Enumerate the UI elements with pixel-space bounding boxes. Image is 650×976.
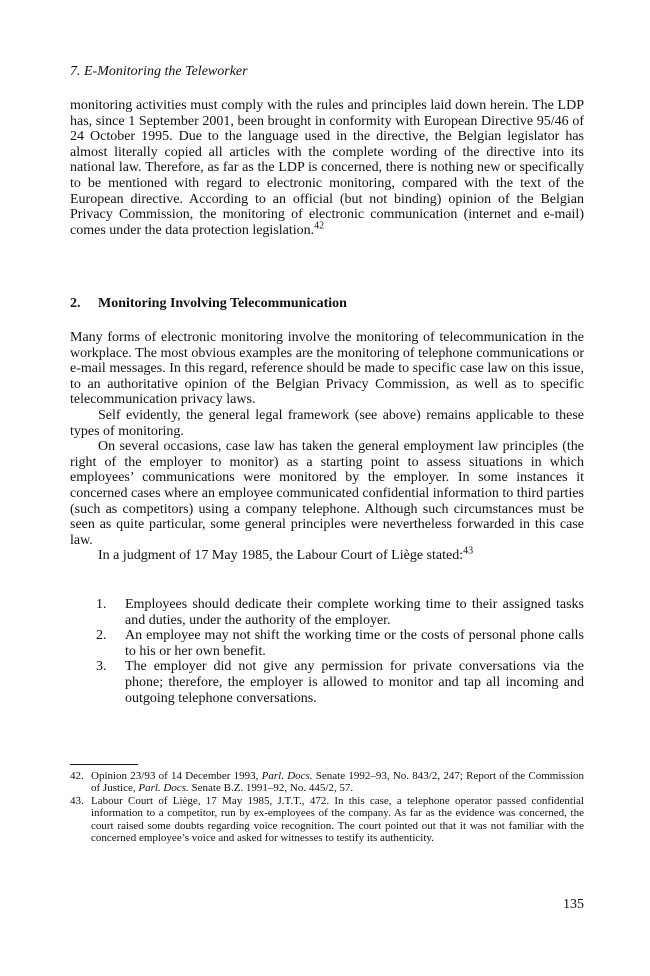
paragraph-3: On several occasions, case law has taken the general employment law principles (the right of the employer to monitor) as a starting point to assess situations in which employees’ communications were monitored by the employer. In some instances it concerned cases where an employee communicated confidential information to third parties (such as competitors) using a company telephone. Although such circumstances must be seen as quite particular, some general principles were nevertheless forwarded in this case law. [70,439,584,548]
section-heading [70,296,347,312]
footnote-source-italic: Parl. Docs. [138,782,189,795]
footnote-rule [70,764,138,765]
list-item-number: 2. [96,628,107,644]
list-item [96,597,584,628]
footnote-number: 43. [70,794,84,807]
list-item [96,659,584,706]
footnote-source-italic: Parl. Docs. [261,770,313,782]
intro-paragraph-text: monitoring activities must comply with the rules and principles laid down herein. The LDP has, since 1 September 2001, been brought in conformity with European Directive 95/46 of 24 October 1995. Due to the language used in the directive, the Belgian legislator has almost literally copied all articles with the complete wording of the directive into its national law. Therefore, as far as the LDP is concerned, there is nothing new or specifically to be mentioned with regard to electronic monitoring, compared with the text of the European directive. According to an official (but not binding) opinion of the Belgian Privacy Commission, the monitoring of electronic communication (internet and e-mail) comes under the data protection legislation. [70,98,584,238]
paragraph-2: Self evidently, the general legal framework (see above) remains applicable to these types of monitoring. [70,407,584,439]
footnote-ref-42[interactable]: 42 [314,220,325,232]
section-body [70,330,584,564]
list-item [96,628,584,659]
judgment-list [96,597,584,706]
page-number: 135 [563,897,584,912]
running-head: 7. E-Monitoring the Teleworker [70,64,248,79]
paragraph-1: Many forms of electronic monitoring involve the monitoring of telecommunication in the workplace. The most obvious examples are the monitoring of telephone communications or e-mail messages. In this regard, reference should be made to specific case law on this issue, to an authoritative opinion of the Belgian Privacy Commission, as well as to specific telecommunication privacy laws. [70,330,584,408]
footnotes [70,770,584,844]
list-item-number: 1. [96,597,107,612]
footnote-42 [70,770,584,795]
list-item-text: Employees should dedicate their complete working time to their assigned tasks and duties, under the authority of the employer. [125,597,584,628]
section-title: Monitoring Involving Telecommunication [98,296,347,311]
list-item-text: The employer did not give any permission for private conversations via the phone; therefore, the employer is allowed to monitor and tap all incoming and outgoing telephone conversations. [125,659,584,706]
section-number: 2. [70,296,81,311]
footnote-text: Opinion 23/93 of 14 December 1993, [91,770,262,782]
judgment-intro-text: In a judgment of 17 May 1985, the Labour Court of Liège stated: [98,548,464,564]
intro-paragraph [70,98,584,238]
judgment-intro [70,545,584,564]
footnote-text: Senate 1992–93, No. 843/2, 247; Report of the Commission of Justice, [91,770,584,795]
list-item-number: 3. [96,659,107,675]
footnote-ref-43[interactable]: 43 [463,545,474,557]
footnote-number: 42. [70,770,84,782]
footnote-text: Senate B.Z. 1991–92, No. 445/2, 57. [188,782,354,795]
footnote-text: Labour Court of Liège, 17 May 1985, J.T.T., 472. In this case, a telephone operator passed confidential information to a competitor, run by ex-employees of the company. As far as the evidence was concerned, the court raised some doubts regarding voice recognition. The court pointed out that it was not familiar with the concerned employee’s voice and asked for witnesses to testify its authenticity. [91,794,584,845]
list-item-text: An employee may not shift the working time or the costs of personal phone calls to his or her own benefit. [125,628,584,659]
footnote-43 [70,795,584,845]
